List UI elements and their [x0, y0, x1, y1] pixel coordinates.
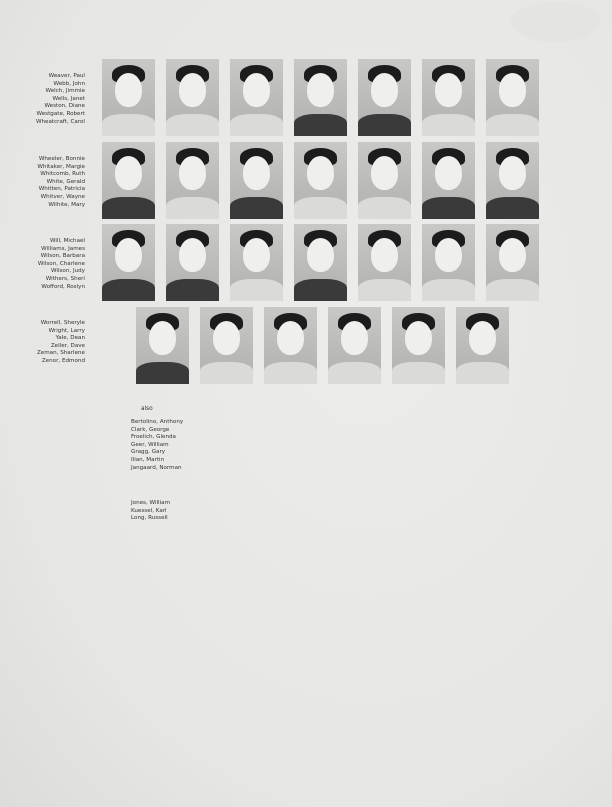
portrait-photo: [486, 59, 539, 136]
portrait-photo: [328, 307, 381, 384]
student-name: Welch, Jimmie: [45, 88, 85, 95]
student-name: Ilian, Martin: [131, 456, 165, 463]
student-name: Whitaker, Margie: [37, 163, 85, 170]
student-name: Will, Michael: [49, 238, 85, 244]
student-name: Zenor, Edmond: [41, 357, 85, 364]
student-name: Long, Russell: [131, 515, 168, 522]
portrait-photo: [166, 224, 219, 301]
name-list-3: [38, 238, 85, 291]
portrait-photo: [102, 142, 155, 219]
portrait-photo: [456, 307, 509, 384]
portrait-photo: [486, 142, 539, 219]
portrait-photo: [166, 59, 219, 136]
portrait-photo: [422, 59, 475, 136]
student-name: Clark, George: [131, 426, 170, 433]
student-name: Williams, James: [41, 245, 85, 252]
student-name: Wilson, Judy: [50, 268, 85, 275]
student-name: Weston, Diane: [44, 103, 85, 110]
student-name: Jones, William: [131, 500, 171, 506]
student-name: Webb, John: [53, 80, 85, 87]
also-list-1: [131, 419, 183, 472]
student-name: Bertolino, Anthony: [131, 419, 184, 425]
student-name: Wilson, Charlene: [37, 260, 85, 267]
student-name: Wofford, Roslyn: [41, 283, 85, 290]
portrait-photo: [486, 224, 539, 301]
portrait-photo: [358, 59, 411, 136]
student-name: White, Gerald: [46, 178, 85, 185]
student-name: Withers, Sheri: [45, 275, 85, 282]
student-name: Gragg, Gary: [131, 449, 166, 456]
photo-row-3: [102, 224, 550, 301]
student-name: Weaver, Paul: [48, 73, 85, 79]
student-name: Wheeler, Bonnie: [38, 156, 85, 162]
portrait-photo: [264, 307, 317, 384]
page-smudge: [510, 2, 600, 42]
student-name: Jangaard, Norman: [131, 464, 182, 471]
photo-row-4: [136, 307, 520, 384]
student-name: Wheatcraft, Carol: [35, 118, 85, 125]
student-name: Kuessel, Karl: [131, 507, 167, 514]
portrait-photo: [230, 59, 283, 136]
portrait-photo: [230, 142, 283, 219]
portrait-photo: [102, 59, 155, 136]
student-name: Zeman, Sharlene: [36, 350, 85, 357]
portrait-photo: [200, 307, 253, 384]
student-name: Worrell, Sheryle: [40, 320, 85, 326]
portrait-photo: [294, 59, 347, 136]
also-list-2: [131, 500, 170, 523]
name-list-1: [36, 73, 85, 126]
portrait-photo: [422, 142, 475, 219]
student-name: Wells, Janet: [52, 95, 85, 102]
portrait-photo: [422, 224, 475, 301]
portrait-photo: [166, 142, 219, 219]
student-name: Geer, William: [131, 441, 169, 448]
photo-row-2: [102, 142, 550, 219]
portrait-photo: [294, 224, 347, 301]
name-list-4: [37, 320, 85, 366]
student-name: Whitver, Wayne: [40, 193, 85, 200]
student-name: Zeller, Dave: [50, 342, 85, 349]
portrait-photo: [392, 307, 445, 384]
portrait-photo: [358, 142, 411, 219]
photo-row-1: [102, 59, 550, 136]
student-name: Whitten, Patricia: [38, 186, 85, 193]
student-name: Froelich, Glenda: [131, 434, 176, 441]
portrait-photo: [230, 224, 283, 301]
student-name: Whitcomb, Ruth: [40, 171, 85, 178]
name-list-2: [37, 156, 85, 209]
student-name: Wilson, Barbara: [40, 253, 85, 260]
portrait-photo: [136, 307, 189, 384]
student-name: Yale, Dean: [55, 335, 85, 342]
portrait-photo: [102, 224, 155, 301]
portrait-photo: [294, 142, 347, 219]
student-name: Wright, Larry: [48, 327, 85, 334]
also-heading: also: [141, 406, 153, 412]
student-name: Westgate, Robert: [36, 110, 85, 117]
student-name: Wilhite, Mary: [48, 201, 85, 208]
portrait-photo: [358, 224, 411, 301]
